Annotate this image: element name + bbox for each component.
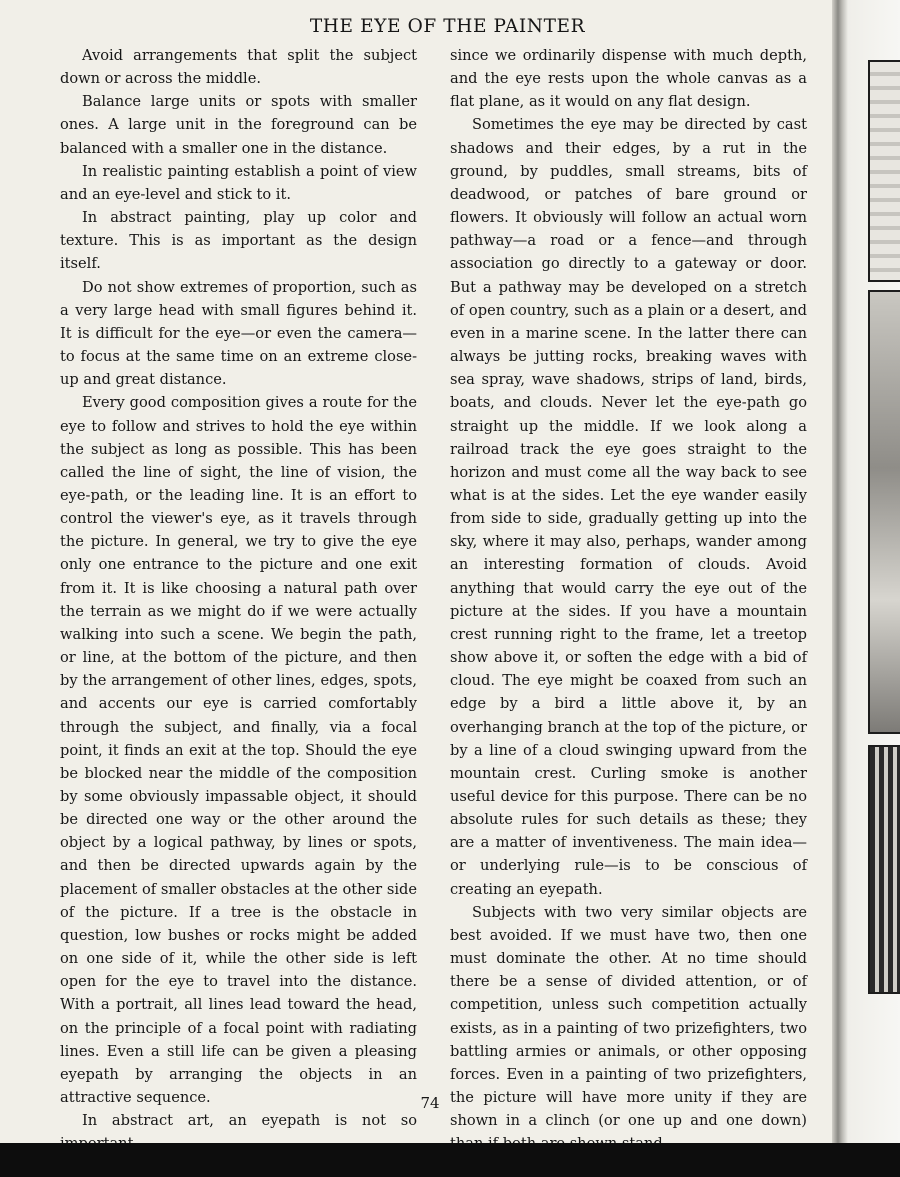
facing-page-illustration-middle bbox=[868, 290, 900, 734]
right-text-column bbox=[450, 44, 807, 1156]
paragraph: Subjects with two very similar objects are best avoided. If we must have two, then one must dominate the other. At no time should there be a sense of divided attention, or of competition, unless such competition actually exists, as in a painting of two prizefighters, two battling armies or animals, or other opposing forces. Even in a painting of two prizefighters, the picture will have more unity if they are shown in a clinch (or one up and one down) bbox=[450, 903, 807, 1130]
scan-bottom-border bbox=[0, 1143, 900, 1177]
facing-page-illustration-top bbox=[868, 60, 900, 282]
paragraph: Avoid arrangements that split the subject down or across the middle. bbox=[60, 47, 417, 88]
facing-page-illustration-bottom bbox=[868, 745, 900, 994]
paragraph: Do not show extremes of proportion, such as a very large head with small figures behind it. It is difficult for the eye—or even the camera—to focus at the same time on an extreme close-up and great distance. bbox=[60, 278, 417, 389]
paragraph: In abstract painting, play up color and texture. This is as important as the design itself. bbox=[60, 209, 417, 273]
page-number: 74 bbox=[420, 1094, 440, 1112]
left-text-column bbox=[60, 44, 417, 1156]
paragraph: In realistic painting establish a point of view and an eye-level and stick to it. bbox=[60, 162, 417, 203]
paragraph: since we ordinarily dispense with much depth, and the eye rests upon the whole canvas as a flat plane, as it would on any flat design. bbox=[450, 47, 807, 111]
paragraph: Sometimes the eye may be directed by cast shadows and their edges, by a rut in the ground, by puddles, small streams, bits of deadwood, or patches of bare ground or flowers. It obviously will follow an actual worn pathway—a road or a fence—and through association go directly to a gateway or door. But a pathway may be developed on a stretch of open country, such as a plain or a desert, and even in a marine scene. In the latter there can always be jutting rocks, breaking waves with sea spray, wave shadows, strips of land, birds, boats, and clouds. Never let the eye-path go straight up the middle. If we look along a railroad track the eye goes straight to the horizon and must come all the way back to see what is at the sides. Let the eye wander easily from side to side, gradually getting up into the sky, where it may also, perhaps, wander among an interesting formation of clouds. Avoid anything that would carry the eye out of the picture at the sides. If you have a mountain crest running right to the frame, let a treetop show above it, or soften the edge with a bid of cloud. The eye might be coaxed from such an edge by a bird a little above it, by an overhanging branch at the top of the picture, or by a line of a cloud swinging upward from the mountain crest. Curling smoke is another useful device for this purpose. There can be no absolute rules for such details as these; they are a matter of inventiveness. The main idea—or underlying rule—is to be conscious of creating an eyepath. bbox=[450, 116, 807, 898]
paragraph: Balance large units or spots with smaller ones. A large unit in the foreground can be balanced with a smaller one in the distance. bbox=[60, 93, 417, 157]
paragraph: In abstract art, an eyepath is not so bbox=[82, 1112, 417, 1130]
running-header: THE EYE OF THE PAINTER bbox=[309, 16, 586, 37]
paragraph: Every good composition gives a route for the eye to follow and strives to hold the eye within the subject as long as possible. This has been called the line of sight, the line of vision, the eye-path, or the leading line. It is an effort to control the viewer's eye, as it travels through the picture. In general, we try to give the eye only one entrance to the picture and one exit from it. It is like choosing a natural path over the terrain as we might do if we were actually walking into such a scene. We begin the path, or line, at the bottom of the picture, and then by the arrangement of other lines, edges, spots, and accents our eye is carried comfortably through the subject, and finally, via a focal point, it finds an exit at the top. Should the eye be blocked near the middle of the composition by some obviously impassable object, it should be directed one way or the other around the object by a logical pathway, by lines or spots, and then be directed upwards again by the placement of smaller obstacles at the other side of the picture. If a tree is the obstacle in question, low bushes or rocks might be added on one side of it, while the other side is left open for the eye to travel into the distance. With a portrait, all lines lead toward the head, on the principle of a focal point with radiating lines. Even a still life can be given a pleasing eyepath by arranging the objects in an attractive sequence. bbox=[60, 394, 417, 1107]
